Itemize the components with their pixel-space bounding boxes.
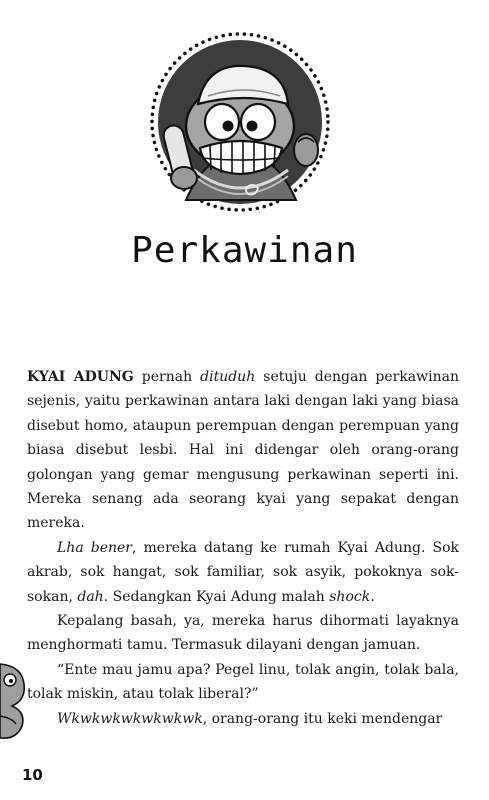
italic-text: dah bbox=[77, 588, 104, 605]
italic-text: shock bbox=[329, 588, 371, 605]
text-run: setuju dengan perkawinan sejenis, yaitu perkawinan antara laki dengan laki yang biasa disebut homo, ataupun perempuan dengan perempuan yang biasa disebut lesbi. Hal ini didengar oleh orang-orang golongan yang gemar mengusung perkawinan seperti ini. Mereka senang ada seorang kyai yang sepakat dengan mereka. bbox=[27, 369, 459, 532]
text-run: Kepalang basah, ya, mereka harus dihormati layaknya menghormati tamu. Termasuk dilayani dengan jamuan. bbox=[27, 613, 459, 654]
lead-in-name: KYAI ADUNG bbox=[27, 369, 134, 385]
text-run: . Sedangkan Kyai Adung malah bbox=[103, 588, 330, 605]
margin-doodle-icon bbox=[0, 660, 30, 742]
text-run: pernah bbox=[133, 369, 201, 385]
text-run: . bbox=[370, 588, 375, 605]
text-run: , orang-orang itu keki mendengar bbox=[202, 710, 443, 727]
paragraph bbox=[27, 658, 459, 707]
paragraph bbox=[27, 365, 459, 536]
page-number: 10 bbox=[22, 766, 43, 784]
italic-text: Wkwkwkwkwkwkwk bbox=[57, 710, 203, 727]
chapter-title: Perkawinan bbox=[131, 230, 358, 271]
paragraph bbox=[27, 536, 459, 609]
text-run: , mereka datang ke rumah Kyai Adung. Sok akrab, sok hangat, sok familiar, sok asyik, pokoknya sok-sokan, bbox=[27, 539, 459, 605]
body-text bbox=[27, 365, 459, 731]
chapter-illustration bbox=[148, 30, 332, 220]
italic-text: Lha bener bbox=[57, 539, 132, 556]
italic-text: dituduh bbox=[200, 369, 256, 385]
text-run: “Ente mau jamu apa? Pegel linu, tolak angin, tolak bala, tolak miskin, atau tolak liberal?” bbox=[27, 661, 459, 703]
paragraph bbox=[27, 707, 459, 731]
paragraph bbox=[27, 609, 459, 658]
